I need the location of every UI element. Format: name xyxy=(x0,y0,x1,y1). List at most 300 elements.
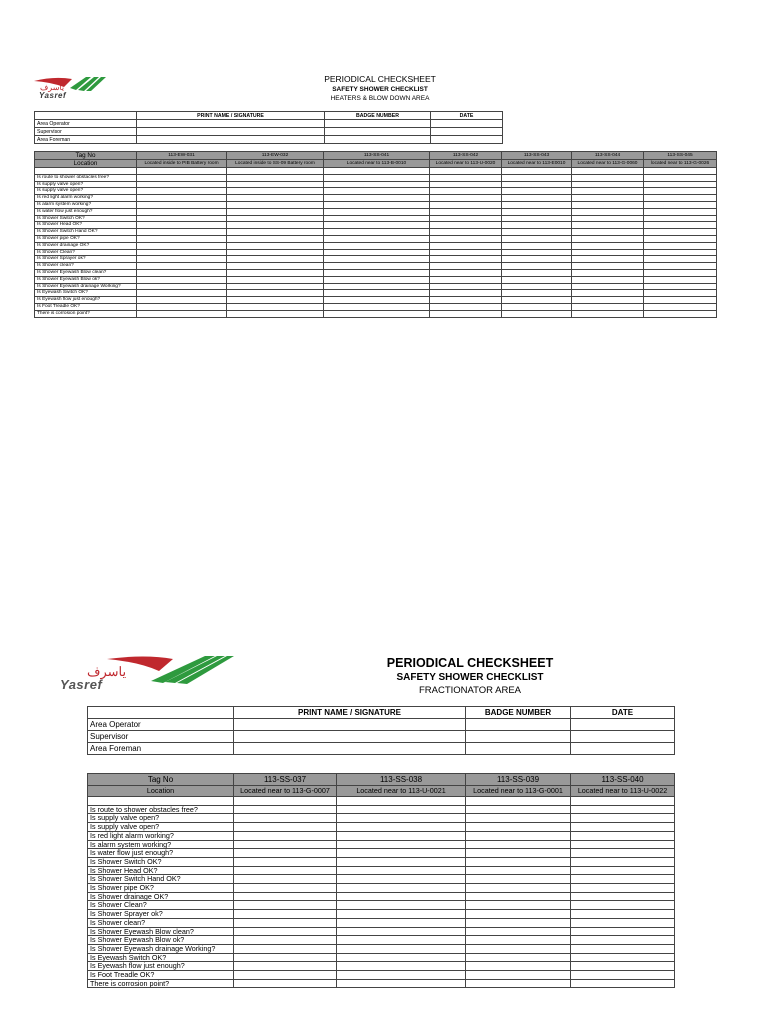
check-cell[interactable] xyxy=(227,235,324,242)
check-cell[interactable] xyxy=(137,195,227,202)
check-cell[interactable] xyxy=(430,195,502,202)
check-cell[interactable] xyxy=(137,222,227,229)
check-cell[interactable] xyxy=(572,174,644,181)
check-cell[interactable] xyxy=(571,936,675,945)
check-cell[interactable] xyxy=(227,303,324,310)
check-cell[interactable] xyxy=(137,269,227,276)
check-cell[interactable] xyxy=(324,263,430,270)
check-cell[interactable] xyxy=(337,866,466,875)
check-cell[interactable] xyxy=(571,814,675,823)
signature-entry-cell[interactable] xyxy=(431,136,503,144)
check-cell[interactable] xyxy=(137,181,227,188)
check-cell[interactable] xyxy=(644,168,717,175)
check-cell[interactable] xyxy=(324,303,430,310)
check-cell[interactable] xyxy=(324,188,430,195)
check-cell[interactable] xyxy=(227,201,324,208)
check-cell[interactable] xyxy=(572,283,644,290)
check-cell[interactable] xyxy=(324,181,430,188)
check-cell[interactable] xyxy=(227,283,324,290)
check-cell[interactable] xyxy=(234,857,337,866)
check-cell[interactable] xyxy=(572,168,644,175)
signature-table xyxy=(34,111,503,144)
check-cell[interactable] xyxy=(644,208,717,215)
check-cell[interactable] xyxy=(234,831,337,840)
check-cell[interactable] xyxy=(644,303,717,310)
check-cell[interactable] xyxy=(430,269,502,276)
check-cell[interactable] xyxy=(466,857,571,866)
check-cell[interactable] xyxy=(502,215,572,222)
check-cell[interactable] xyxy=(502,303,572,310)
check-cell[interactable] xyxy=(572,297,644,304)
signature-entry-cell[interactable] xyxy=(431,128,503,136)
check-cell[interactable] xyxy=(430,249,502,256)
check-cell[interactable] xyxy=(234,971,337,980)
tag-cell: 113-SS-039 xyxy=(466,774,571,786)
check-cell[interactable] xyxy=(324,269,430,276)
check-cell[interactable] xyxy=(502,249,572,256)
check-cell[interactable] xyxy=(571,892,675,901)
check-cell[interactable] xyxy=(324,256,430,263)
check-cell[interactable] xyxy=(572,263,644,270)
check-cell[interactable] xyxy=(337,910,466,919)
check-cell[interactable] xyxy=(234,936,337,945)
check-cell[interactable] xyxy=(324,310,430,317)
check-cell[interactable] xyxy=(571,910,675,919)
check-cell[interactable] xyxy=(571,927,675,936)
check-cell[interactable] xyxy=(571,901,675,910)
check-cell[interactable] xyxy=(572,249,644,256)
check-cell[interactable] xyxy=(324,297,430,304)
check-cell[interactable] xyxy=(337,805,466,814)
check-cell[interactable] xyxy=(571,831,675,840)
blank-row xyxy=(35,168,717,175)
check-cell[interactable] xyxy=(571,971,675,980)
check-cell[interactable] xyxy=(137,215,227,222)
check-cell[interactable] xyxy=(137,188,227,195)
check-cell[interactable] xyxy=(644,269,717,276)
check-cell[interactable] xyxy=(324,201,430,208)
check-cell[interactable] xyxy=(234,901,337,910)
checklist-subtitle: SAFETY SHOWER CHECKLIST xyxy=(396,672,544,683)
check-cell[interactable] xyxy=(644,215,717,222)
check-cell[interactable] xyxy=(337,918,466,927)
check-cell[interactable] xyxy=(466,805,571,814)
question-row xyxy=(35,297,717,304)
check-cell[interactable] xyxy=(466,918,571,927)
check-cell[interactable] xyxy=(644,229,717,236)
question-row xyxy=(35,201,717,208)
check-cell[interactable] xyxy=(466,936,571,945)
check-cell[interactable] xyxy=(324,208,430,215)
check-cell[interactable] xyxy=(502,229,572,236)
question-row xyxy=(88,953,675,962)
check-cell[interactable] xyxy=(430,283,502,290)
check-cell[interactable] xyxy=(644,310,717,317)
check-cell[interactable] xyxy=(234,927,337,936)
check-cell[interactable] xyxy=(430,235,502,242)
check-cell[interactable] xyxy=(137,242,227,249)
signature-entry-cell[interactable] xyxy=(137,120,325,128)
check-cell[interactable] xyxy=(337,979,466,988)
check-cell[interactable] xyxy=(324,222,430,229)
signature-table xyxy=(87,706,675,755)
check-cell[interactable] xyxy=(337,875,466,884)
check-cell[interactable] xyxy=(572,229,644,236)
question-label: Is Shower Sprayer ok? xyxy=(35,256,137,263)
check-cell[interactable] xyxy=(137,174,227,181)
question-label: Is Shower Switch OK? xyxy=(88,857,234,866)
check-cell[interactable] xyxy=(466,944,571,953)
question-label: Is Shower Eyewash Blow ok? xyxy=(88,936,234,945)
signature-row xyxy=(88,719,675,731)
check-cell[interactable] xyxy=(337,944,466,953)
check-cell[interactable] xyxy=(227,310,324,317)
check-cell[interactable] xyxy=(324,215,430,222)
check-cell[interactable] xyxy=(430,188,502,195)
check-cell[interactable] xyxy=(430,181,502,188)
check-cell[interactable] xyxy=(137,201,227,208)
signature-entry-cell[interactable] xyxy=(571,743,675,755)
question-row xyxy=(35,242,717,249)
check-cell[interactable] xyxy=(137,283,227,290)
check-cell[interactable] xyxy=(430,222,502,229)
check-cell[interactable] xyxy=(430,208,502,215)
check-cell[interactable] xyxy=(644,174,717,181)
check-cell[interactable] xyxy=(572,222,644,229)
check-cell[interactable] xyxy=(137,263,227,270)
check-cell[interactable] xyxy=(337,814,466,823)
check-cell[interactable] xyxy=(227,229,324,236)
signature-entry-cell[interactable] xyxy=(466,719,571,731)
signature-entry-cell[interactable] xyxy=(325,128,431,136)
check-cell[interactable] xyxy=(324,283,430,290)
check-cell[interactable] xyxy=(466,875,571,884)
check-cell[interactable] xyxy=(137,303,227,310)
signature-entry-cell[interactable] xyxy=(137,136,325,144)
check-cell[interactable] xyxy=(466,892,571,901)
check-cell[interactable] xyxy=(502,290,572,297)
check-cell[interactable] xyxy=(137,297,227,304)
check-cell[interactable] xyxy=(466,953,571,962)
check-cell[interactable] xyxy=(430,256,502,263)
check-cell[interactable] xyxy=(644,297,717,304)
check-cell[interactable] xyxy=(227,208,324,215)
check-cell[interactable] xyxy=(337,892,466,901)
check-cell[interactable] xyxy=(644,181,717,188)
signature-header-cell: BADGE NUMBER xyxy=(466,707,571,719)
check-cell[interactable] xyxy=(430,290,502,297)
signature-header-cell: PRINT NAME / SIGNATURE xyxy=(137,112,325,120)
question-row xyxy=(35,303,717,310)
question-label: Is Shower Switch OK? xyxy=(35,215,137,222)
location-cell: Located near to 113-G-0001 xyxy=(466,786,571,797)
location-cell: Located near to 113-U-0022 xyxy=(571,786,675,797)
check-cell[interactable] xyxy=(234,875,337,884)
check-cell[interactable] xyxy=(430,215,502,222)
blank-row xyxy=(88,797,675,806)
check-cell[interactable] xyxy=(227,181,324,188)
check-cell[interactable] xyxy=(502,235,572,242)
check-cell[interactable] xyxy=(227,215,324,222)
check-cell[interactable] xyxy=(502,181,572,188)
check-cell[interactable] xyxy=(502,256,572,263)
check-cell[interactable] xyxy=(234,884,337,893)
check-cell[interactable] xyxy=(227,174,324,181)
check-cell[interactable] xyxy=(137,229,227,236)
check-cell[interactable] xyxy=(234,910,337,919)
check-cell[interactable] xyxy=(572,208,644,215)
signature-entry-cell[interactable] xyxy=(325,120,431,128)
check-cell[interactable] xyxy=(571,979,675,988)
question-row xyxy=(88,823,675,832)
tag-cell: 113-SS-041 xyxy=(324,152,430,160)
check-cell[interactable] xyxy=(430,263,502,270)
check-cell[interactable] xyxy=(227,276,324,283)
check-cell[interactable] xyxy=(571,823,675,832)
check-cell[interactable] xyxy=(466,979,571,988)
question-label: Is Shower pipe OK? xyxy=(35,235,137,242)
check-cell[interactable] xyxy=(324,174,430,181)
check-cell[interactable] xyxy=(571,797,675,806)
check-cell[interactable] xyxy=(337,857,466,866)
signature-entry-cell[interactable] xyxy=(234,743,466,755)
check-cell[interactable] xyxy=(502,263,572,270)
check-cell[interactable] xyxy=(502,174,572,181)
check-cell[interactable] xyxy=(502,310,572,317)
check-cell[interactable] xyxy=(337,927,466,936)
check-cell[interactable] xyxy=(430,303,502,310)
question-label: Is water flow just enough? xyxy=(35,208,137,215)
check-cell[interactable] xyxy=(337,962,466,971)
question-row xyxy=(88,971,675,980)
check-cell[interactable] xyxy=(430,242,502,249)
check-cell[interactable] xyxy=(466,962,571,971)
check-cell[interactable] xyxy=(234,814,337,823)
check-cell[interactable] xyxy=(234,918,337,927)
check-cell[interactable] xyxy=(234,962,337,971)
check-cell[interactable] xyxy=(227,290,324,297)
role-label: Area Operator xyxy=(88,719,234,731)
check-cell[interactable] xyxy=(466,849,571,858)
check-cell[interactable] xyxy=(644,263,717,270)
check-cell[interactable] xyxy=(571,805,675,814)
check-cell[interactable] xyxy=(430,201,502,208)
check-cell[interactable] xyxy=(137,256,227,263)
check-cell[interactable] xyxy=(572,188,644,195)
role-label: Area Foreman xyxy=(88,743,234,755)
check-cell[interactable] xyxy=(324,276,430,283)
signature-entry-cell[interactable] xyxy=(571,719,675,731)
check-cell[interactable] xyxy=(234,892,337,901)
check-cell[interactable] xyxy=(572,310,644,317)
tag-no-label: Tag No xyxy=(88,774,234,786)
check-cell[interactable] xyxy=(466,884,571,893)
check-cell[interactable] xyxy=(137,249,227,256)
location-cell: Located near to 113-E0010 xyxy=(502,160,572,168)
check-cell[interactable] xyxy=(644,242,717,249)
check-cell[interactable] xyxy=(644,201,717,208)
signature-header-cell: DATE xyxy=(571,707,675,719)
check-cell[interactable] xyxy=(430,174,502,181)
check-cell[interactable] xyxy=(502,283,572,290)
check-cell[interactable] xyxy=(430,310,502,317)
check-cell[interactable] xyxy=(644,290,717,297)
check-cell[interactable] xyxy=(324,195,430,202)
check-cell[interactable] xyxy=(227,188,324,195)
check-cell[interactable] xyxy=(227,249,324,256)
check-cell[interactable] xyxy=(572,269,644,276)
check-cell[interactable] xyxy=(337,840,466,849)
check-cell[interactable] xyxy=(571,875,675,884)
check-cell[interactable] xyxy=(644,195,717,202)
check-cell[interactable] xyxy=(227,269,324,276)
check-cell[interactable] xyxy=(430,229,502,236)
check-cell[interactable] xyxy=(430,168,502,175)
check-cell[interactable] xyxy=(502,297,572,304)
check-cell[interactable] xyxy=(324,235,430,242)
check-cell[interactable] xyxy=(234,944,337,953)
check-cell[interactable] xyxy=(571,849,675,858)
signature-entry-cell[interactable] xyxy=(571,731,675,743)
check-cell[interactable] xyxy=(137,168,227,175)
check-cell[interactable] xyxy=(227,297,324,304)
question-row xyxy=(88,849,675,858)
logo-arabic: ياسرف xyxy=(40,83,65,92)
question-label: Is route to shower obstacles free? xyxy=(88,805,234,814)
check-cell[interactable] xyxy=(466,840,571,849)
check-cell[interactable] xyxy=(234,849,337,858)
check-cell[interactable] xyxy=(234,805,337,814)
check-cell[interactable] xyxy=(466,971,571,980)
check-cell[interactable] xyxy=(466,901,571,910)
check-cell[interactable] xyxy=(466,866,571,875)
check-cell[interactable] xyxy=(644,276,717,283)
check-cell[interactable] xyxy=(571,840,675,849)
question-label: Is Shower Head OK? xyxy=(35,222,137,229)
check-cell[interactable] xyxy=(572,181,644,188)
check-cell[interactable] xyxy=(644,249,717,256)
check-cell[interactable] xyxy=(502,276,572,283)
check-cell[interactable] xyxy=(234,797,337,806)
check-cell[interactable] xyxy=(227,195,324,202)
check-cell[interactable] xyxy=(572,195,644,202)
check-cell[interactable] xyxy=(137,310,227,317)
check-cell[interactable] xyxy=(466,797,571,806)
check-cell[interactable] xyxy=(502,208,572,215)
check-cell[interactable] xyxy=(572,303,644,310)
check-cell[interactable] xyxy=(337,831,466,840)
check-cell[interactable] xyxy=(137,235,227,242)
check-cell[interactable] xyxy=(337,971,466,980)
check-cell[interactable] xyxy=(337,953,466,962)
check-cell[interactable] xyxy=(502,168,572,175)
check-cell[interactable] xyxy=(572,242,644,249)
check-cell[interactable] xyxy=(430,276,502,283)
check-cell[interactable] xyxy=(644,256,717,263)
check-cell[interactable] xyxy=(572,256,644,263)
check-cell[interactable] xyxy=(337,884,466,893)
tag-cell: 113-SS-038 xyxy=(337,774,466,786)
check-cell[interactable] xyxy=(571,857,675,866)
check-cell[interactable] xyxy=(572,276,644,283)
check-cell[interactable] xyxy=(430,297,502,304)
check-cell[interactable] xyxy=(234,823,337,832)
check-cell[interactable] xyxy=(466,831,571,840)
check-cell[interactable] xyxy=(137,208,227,215)
check-cell[interactable] xyxy=(137,290,227,297)
signature-entry-cell[interactable] xyxy=(234,719,466,731)
signature-entry-cell[interactable] xyxy=(137,128,325,136)
check-cell[interactable] xyxy=(227,263,324,270)
check-cell[interactable] xyxy=(466,927,571,936)
check-cell[interactable] xyxy=(571,944,675,953)
question-cell xyxy=(35,168,137,175)
check-cell[interactable] xyxy=(466,910,571,919)
check-cell[interactable] xyxy=(466,814,571,823)
check-cell[interactable] xyxy=(227,168,324,175)
check-cell[interactable] xyxy=(324,229,430,236)
check-cell[interactable] xyxy=(324,249,430,256)
check-cell[interactable] xyxy=(324,242,430,249)
signature-entry-cell[interactable] xyxy=(431,120,503,128)
check-cell[interactable] xyxy=(502,269,572,276)
signature-entry-cell[interactable] xyxy=(325,136,431,144)
check-cell[interactable] xyxy=(324,290,430,297)
check-cell[interactable] xyxy=(234,866,337,875)
check-cell[interactable] xyxy=(572,201,644,208)
check-cell[interactable] xyxy=(234,953,337,962)
check-cell[interactable] xyxy=(502,222,572,229)
check-cell[interactable] xyxy=(337,849,466,858)
check-cell[interactable] xyxy=(466,823,571,832)
signature-entry-cell[interactable] xyxy=(466,743,571,755)
check-cell[interactable] xyxy=(502,201,572,208)
check-cell[interactable] xyxy=(324,168,430,175)
check-cell[interactable] xyxy=(234,840,337,849)
check-cell[interactable] xyxy=(644,222,717,229)
signature-entry-cell[interactable] xyxy=(234,731,466,743)
question-label: Is Shower Head OK? xyxy=(88,866,234,875)
check-cell[interactable] xyxy=(227,242,324,249)
check-cell[interactable] xyxy=(227,222,324,229)
check-cell[interactable] xyxy=(572,290,644,297)
question-row xyxy=(35,195,717,202)
check-cell[interactable] xyxy=(337,797,466,806)
check-cell[interactable] xyxy=(644,188,717,195)
check-cell[interactable] xyxy=(644,283,717,290)
check-cell[interactable] xyxy=(502,188,572,195)
role-label: Supervisor xyxy=(35,128,137,136)
check-cell[interactable] xyxy=(337,901,466,910)
check-cell[interactable] xyxy=(502,195,572,202)
check-cell[interactable] xyxy=(234,979,337,988)
check-cell[interactable] xyxy=(571,884,675,893)
check-cell[interactable] xyxy=(571,918,675,927)
signature-entry-cell[interactable] xyxy=(466,731,571,743)
check-cell[interactable] xyxy=(644,235,717,242)
check-cell[interactable] xyxy=(572,235,644,242)
check-cell[interactable] xyxy=(137,276,227,283)
check-cell[interactable] xyxy=(502,242,572,249)
signature-header-cell xyxy=(88,707,234,719)
check-cell[interactable] xyxy=(337,823,466,832)
check-cell[interactable] xyxy=(571,866,675,875)
check-cell[interactable] xyxy=(571,953,675,962)
check-cell[interactable] xyxy=(571,962,675,971)
check-cell[interactable] xyxy=(572,215,644,222)
check-cell[interactable] xyxy=(337,936,466,945)
check-cell[interactable] xyxy=(227,256,324,263)
